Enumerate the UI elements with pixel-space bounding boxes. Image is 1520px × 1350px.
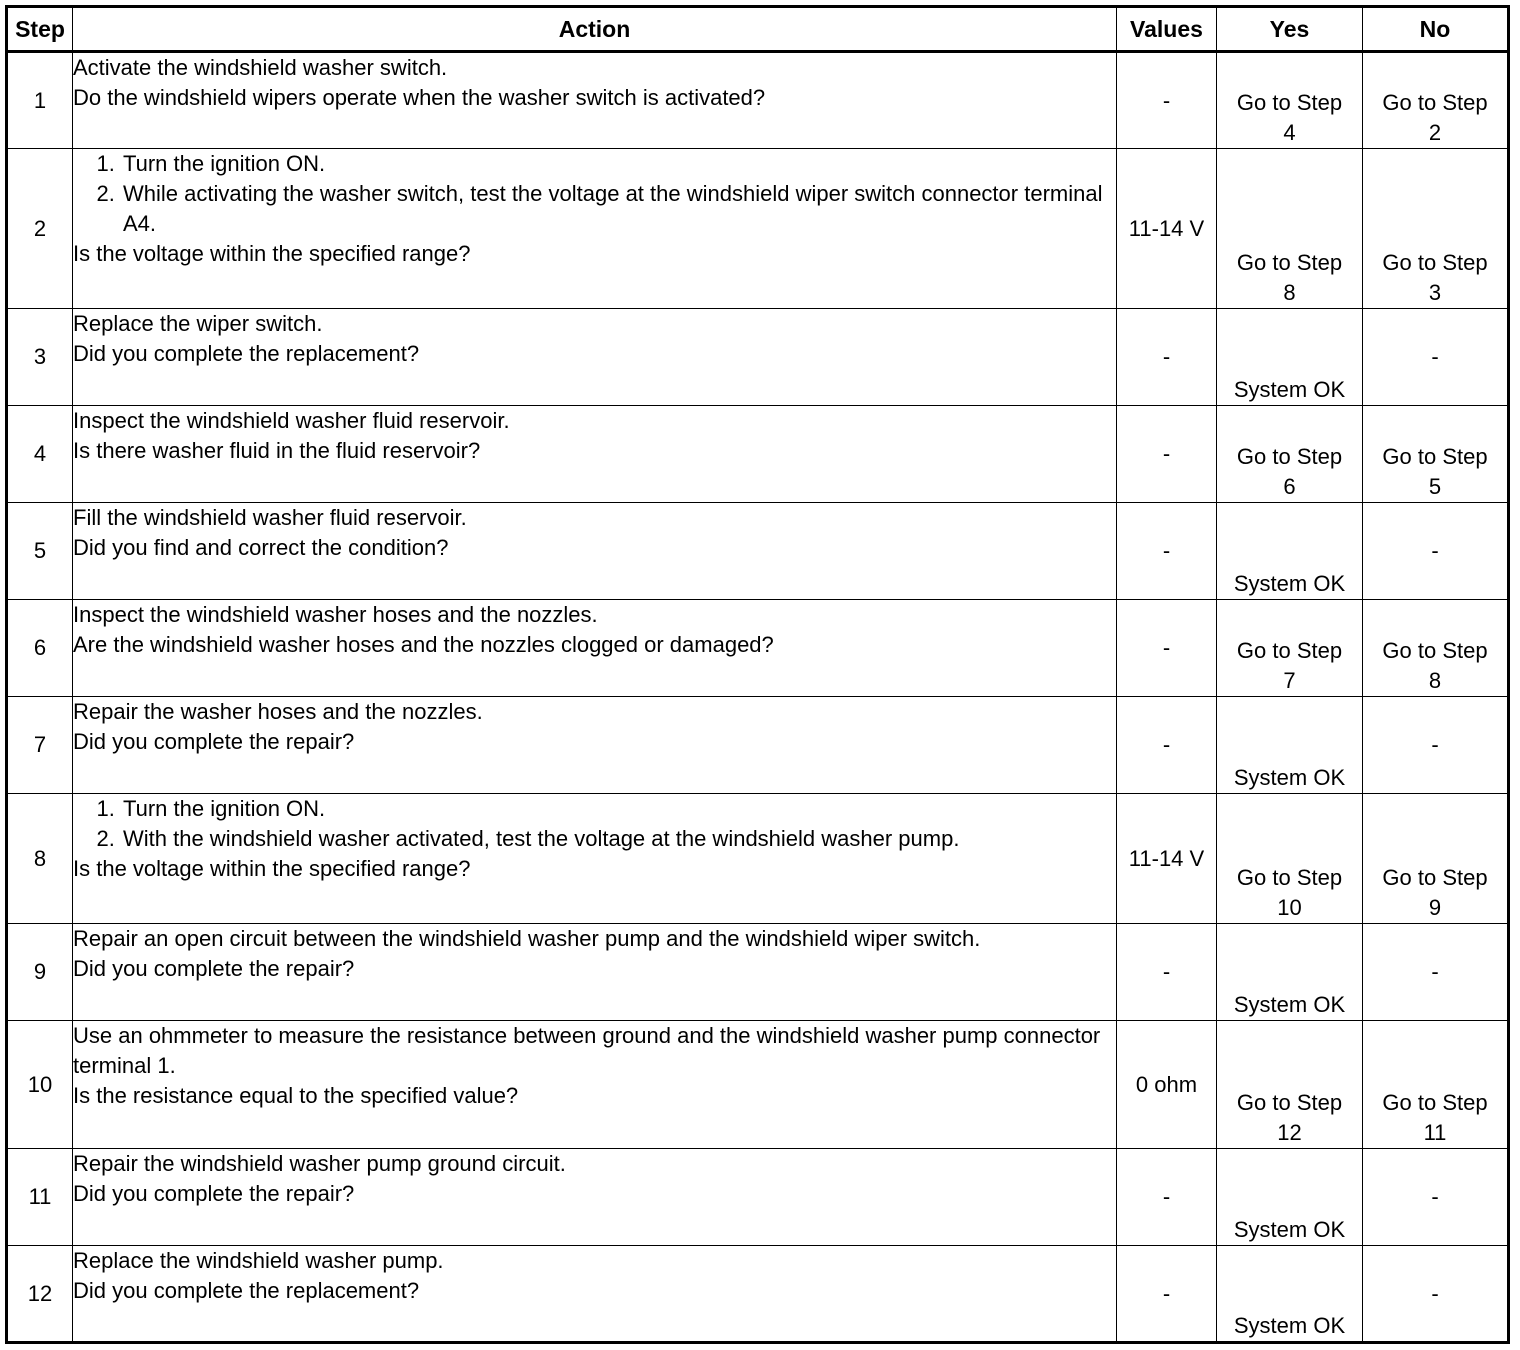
action-question: Did you complete the replacement? bbox=[73, 341, 420, 366]
action-cell bbox=[73, 600, 1117, 697]
substep-item: 1. Turn the ignition ON. bbox=[121, 149, 1116, 179]
no-label: Go to Step bbox=[1382, 865, 1488, 890]
step-number: 5 bbox=[7, 503, 73, 600]
action-instruction: Inspect the windshield washer hoses and the nozzles. bbox=[73, 602, 598, 627]
header-values: Values bbox=[1117, 7, 1217, 52]
values-cell: - bbox=[1117, 924, 1217, 1021]
action-cell bbox=[73, 1149, 1117, 1246]
no-step: 9 bbox=[1428, 895, 1442, 920]
yes-label: Go to Step bbox=[1236, 865, 1343, 890]
no-cell bbox=[1363, 1021, 1509, 1149]
action-question: Is the resistance equal to the specified value? bbox=[73, 1083, 519, 1108]
no-label: Go to Step bbox=[1382, 444, 1488, 469]
substep-list bbox=[73, 149, 1116, 239]
yes-cell bbox=[1217, 406, 1363, 503]
yes-label: System OK bbox=[1233, 992, 1346, 1017]
action-question: Is the voltage within the specified range? bbox=[73, 856, 471, 881]
table-row bbox=[7, 503, 1509, 600]
substep-item: 2. While activating the washer switch, test the voltage at the windshield wiper switch connector terminal A4. bbox=[121, 179, 1116, 239]
no-cell bbox=[1363, 149, 1509, 309]
action-instruction: Replace the windshield washer pump. bbox=[73, 1248, 444, 1273]
yes-label: Go to Step bbox=[1236, 444, 1343, 469]
no-cell: - bbox=[1363, 309, 1509, 406]
action-cell bbox=[73, 924, 1117, 1021]
table-row bbox=[7, 697, 1509, 794]
table-row bbox=[7, 406, 1509, 503]
no-step: 5 bbox=[1428, 474, 1442, 499]
action-question: Is there washer fluid in the fluid reservoir? bbox=[73, 438, 481, 463]
action-cell bbox=[73, 1246, 1117, 1343]
no-cell: - bbox=[1363, 1246, 1509, 1343]
values-cell: 11-14 V bbox=[1117, 794, 1217, 924]
header-no: No bbox=[1363, 7, 1509, 52]
no-cell: - bbox=[1363, 503, 1509, 600]
action-cell bbox=[73, 697, 1117, 794]
yes-step: 8 bbox=[1283, 280, 1296, 305]
yes-cell bbox=[1217, 924, 1363, 1021]
action-instruction: Activate the windshield washer switch. bbox=[73, 55, 448, 80]
yes-label: Go to Step bbox=[1236, 1090, 1343, 1115]
no-label: Go to Step bbox=[1382, 250, 1488, 275]
yes-cell bbox=[1217, 1149, 1363, 1246]
action-instruction: Repair the windshield washer pump ground circuit. bbox=[73, 1151, 566, 1176]
table-row bbox=[7, 1246, 1509, 1343]
no-step: 11 bbox=[1423, 1120, 1447, 1145]
table-row bbox=[7, 52, 1509, 149]
header-row bbox=[7, 7, 1509, 52]
yes-cell bbox=[1217, 149, 1363, 309]
action-instruction: Fill the windshield washer fluid reservoir. bbox=[73, 505, 467, 530]
yes-label: System OK bbox=[1233, 1217, 1346, 1242]
action-cell bbox=[73, 794, 1117, 924]
table-row bbox=[7, 924, 1509, 1021]
no-cell: - bbox=[1363, 924, 1509, 1021]
yes-cell bbox=[1217, 52, 1363, 149]
yes-label: System OK bbox=[1233, 571, 1346, 596]
substep-item: 2. With the windshield washer activated, test the voltage at the windshield washer pump. bbox=[121, 824, 1116, 854]
table-row bbox=[7, 1149, 1509, 1246]
yes-label: Go to Step bbox=[1236, 250, 1343, 275]
values-cell: 11-14 V bbox=[1117, 149, 1217, 309]
action-question: Do the windshield wipers operate when the washer switch is activated? bbox=[73, 85, 766, 110]
yes-label: System OK bbox=[1233, 377, 1346, 402]
no-cell bbox=[1363, 600, 1509, 697]
no-step: 2 bbox=[1428, 120, 1442, 145]
step-number: 10 bbox=[7, 1021, 73, 1149]
values-cell: - bbox=[1117, 1149, 1217, 1246]
values-cell: - bbox=[1117, 309, 1217, 406]
table-row bbox=[7, 600, 1509, 697]
yes-step: 4 bbox=[1283, 120, 1296, 145]
step-number: 8 bbox=[7, 794, 73, 924]
table-row bbox=[7, 149, 1509, 309]
action-cell bbox=[73, 52, 1117, 149]
yes-step: 10 bbox=[1277, 895, 1302, 920]
action-question: Did you find and correct the condition? bbox=[73, 535, 449, 560]
substep-item: 1. Turn the ignition ON. bbox=[121, 794, 1116, 824]
yes-step: 12 bbox=[1277, 1120, 1302, 1145]
yes-label: Go to Step bbox=[1236, 638, 1343, 663]
values-cell: - bbox=[1117, 1246, 1217, 1343]
action-question: Are the windshield washer hoses and the nozzles clogged or damaged? bbox=[73, 632, 774, 657]
yes-label: Go to Step bbox=[1236, 90, 1343, 115]
action-instruction: Inspect the windshield washer fluid reservoir. bbox=[73, 408, 510, 433]
values-cell: 0 ohm bbox=[1117, 1021, 1217, 1149]
values-cell: - bbox=[1117, 52, 1217, 149]
no-label: Go to Step bbox=[1382, 1090, 1488, 1115]
yes-cell bbox=[1217, 1246, 1363, 1343]
table-row bbox=[7, 1021, 1509, 1149]
no-cell bbox=[1363, 794, 1509, 924]
no-label: Go to Step bbox=[1382, 638, 1488, 663]
no-label: Go to Step bbox=[1382, 90, 1488, 115]
no-cell bbox=[1363, 406, 1509, 503]
table-row bbox=[7, 794, 1509, 924]
table-row bbox=[7, 309, 1509, 406]
values-cell: - bbox=[1117, 406, 1217, 503]
no-cell: - bbox=[1363, 1149, 1509, 1246]
yes-cell bbox=[1217, 503, 1363, 600]
substep-list bbox=[73, 794, 1116, 854]
no-cell: - bbox=[1363, 697, 1509, 794]
step-number: 2 bbox=[7, 149, 73, 309]
step-number: 3 bbox=[7, 309, 73, 406]
values-cell: - bbox=[1117, 697, 1217, 794]
yes-cell bbox=[1217, 697, 1363, 794]
action-question: Did you complete the repair? bbox=[73, 956, 355, 981]
step-number: 9 bbox=[7, 924, 73, 1021]
action-question: Did you complete the replacement? bbox=[73, 1278, 420, 1303]
action-cell bbox=[73, 1021, 1117, 1149]
step-number: 4 bbox=[7, 406, 73, 503]
action-question: Is the voltage within the specified range? bbox=[73, 241, 471, 266]
yes-cell bbox=[1217, 309, 1363, 406]
step-number: 12 bbox=[7, 1246, 73, 1343]
action-cell bbox=[73, 406, 1117, 503]
no-cell bbox=[1363, 52, 1509, 149]
step-number: 1 bbox=[7, 52, 73, 149]
action-cell bbox=[73, 309, 1117, 406]
action-instruction: Use an ohmmeter to measure the resistance between ground and the windshield washer pump connector terminal 1. bbox=[73, 1023, 1101, 1078]
yes-step: 6 bbox=[1283, 474, 1296, 499]
values-cell: - bbox=[1117, 600, 1217, 697]
action-cell bbox=[73, 503, 1117, 600]
no-step: 3 bbox=[1428, 280, 1442, 305]
header-action: Action bbox=[73, 7, 1117, 52]
action-question: Did you complete the repair? bbox=[73, 729, 355, 754]
action-question: Did you complete the repair? bbox=[73, 1181, 355, 1206]
action-instruction: Repair the washer hoses and the nozzles. bbox=[73, 699, 483, 724]
yes-cell bbox=[1217, 600, 1363, 697]
yes-cell bbox=[1217, 794, 1363, 924]
action-instruction: Repair an open circuit between the windshield washer pump and the windshield wiper switch. bbox=[73, 926, 981, 951]
yes-step: 7 bbox=[1283, 668, 1296, 693]
header-yes: Yes bbox=[1217, 7, 1363, 52]
values-cell: - bbox=[1117, 503, 1217, 600]
step-number: 7 bbox=[7, 697, 73, 794]
action-instruction: Replace the wiper switch. bbox=[73, 311, 323, 336]
step-number: 6 bbox=[7, 600, 73, 697]
action-cell bbox=[73, 149, 1117, 309]
diagnostic-table bbox=[5, 5, 1510, 1344]
step-number: 11 bbox=[7, 1149, 73, 1246]
no-step: 8 bbox=[1428, 668, 1442, 693]
yes-cell bbox=[1217, 1021, 1363, 1149]
yes-label: System OK bbox=[1233, 765, 1346, 790]
yes-label: System OK bbox=[1233, 1313, 1346, 1338]
header-step: Step bbox=[7, 7, 73, 52]
